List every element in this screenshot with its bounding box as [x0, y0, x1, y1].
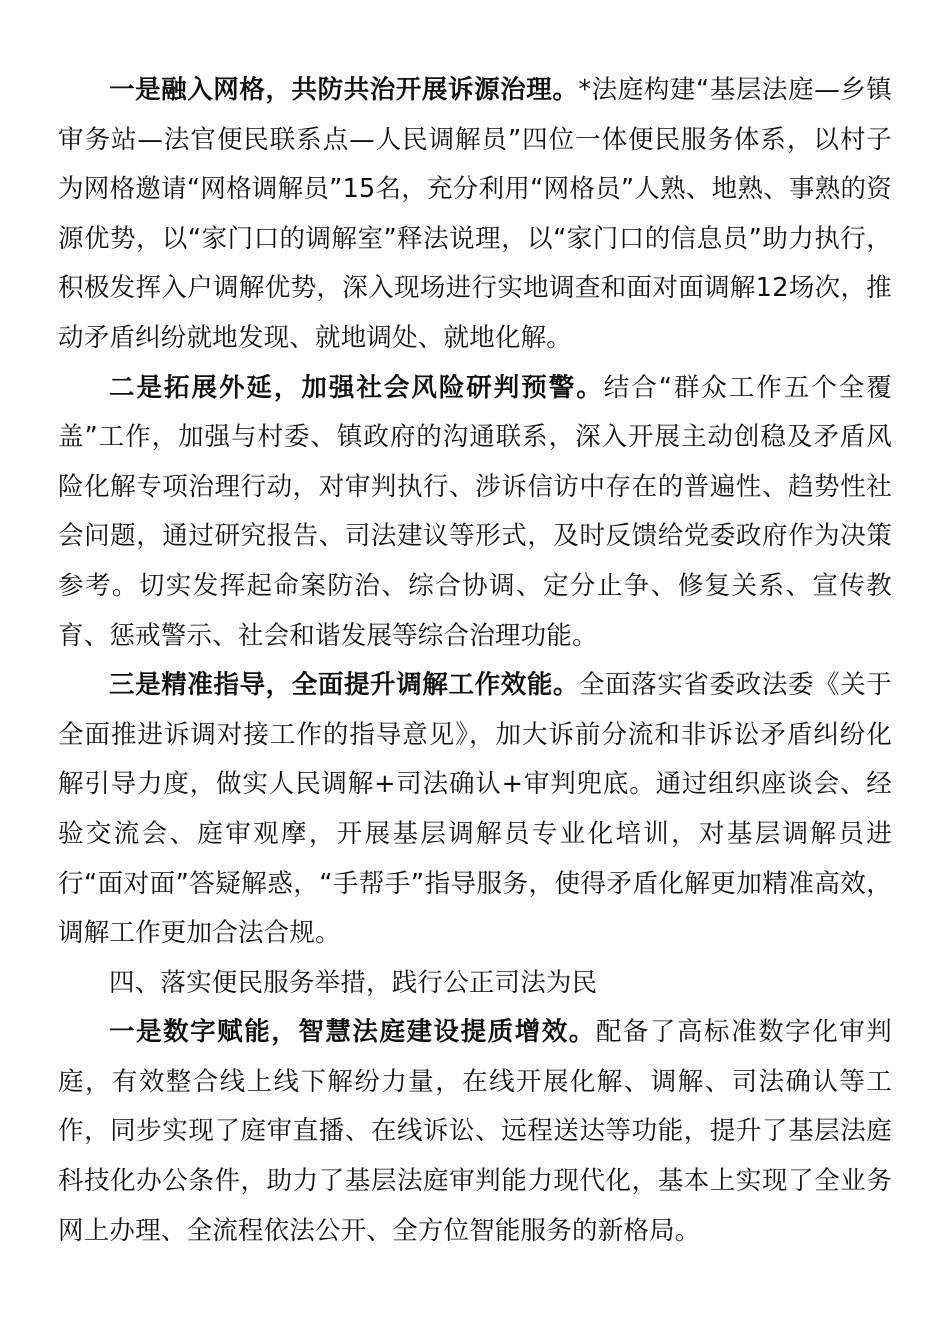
- paragraph-2-body: 结合“群众工作五个全覆盖”工作，加强与村委、镇政府的沟通联系，深入开展主动创稳及矛盾风险化解专项治理行动，对审判执行、涉诉信访中存在的普遍性、趋势性社会问题，通过研究报告、司法建议等形式，及时反馈给党委政府作为决策参考。切实发挥起命案防治、综合协调、定分止争、修复关系、宣传教育、惩戒警示、社会和谐发展等综合治理功能。: [58, 372, 892, 651]
- paragraph-3-lead: 三是精准指导，全面提升调解工作效能。: [109, 670, 580, 701]
- paragraph-2: [58, 364, 892, 662]
- paragraph-1-lead: 一是融入网格，共防共治开展诉源治理。: [109, 75, 579, 105]
- document-page: [58, 66, 892, 1256]
- paragraph-4-body: 配备了高标准数字化审判庭，有效整合线上线下解纷力量，在线开展化解、调解、司法确认等工作，同步实现了庭审直播、在线诉讼、远程送达等功能，提升了基层法庭科技化办公条件，助力了基层法庭审判能力现代化，基本上实现了全业务网上办理、全流程依法公开、全方位智能服务的新格局。: [58, 1017, 893, 1246]
- paragraph-3: [58, 661, 892, 959]
- paragraph-1-body: *法庭构建“基层法庭—乡镇审务站—法官便民联系点—人民调解员”四位一体便民服务体系，以村子为网格邀请“网格调解员”15名，充分利用“网格员”人熟、地熟、事熟的资源优势，以“家门口的调解室”释法说理，以“家门口的信息员”助力执行，积极发挥入户调解优势，深入现场进行实地调查和面对面调解12场次，推动矛盾纠纷就地发现、就地调处、就地化解。: [58, 75, 892, 353]
- section-heading: 四、落实便民服务举措，践行公正司法为民: [109, 967, 598, 998]
- paragraph-4-lead: 一是数字赋能，智慧法庭建设提质增效。: [109, 1017, 596, 1048]
- paragraph-3-body: 全面落实省委政法委《关于全面推进诉调对接工作的指导意见》，加大诉前分流和非诉讼矛盾纠纷化解引导力度，做实人民调解+司法确认+审判兜底。通过组织座谈会、经验交流会、庭审观摩，开展基层调解员专业化培训，对基层调解员进行“面对面”答疑解惑，“手帮手”指导服务，使得矛盾化解更加精准高效，调解工作更加合法合规。: [58, 670, 892, 949]
- paragraph-1: [58, 66, 892, 364]
- paragraph-4: [58, 1008, 892, 1256]
- paragraph-2-lead: 二是拓展外延，加强社会风险研判预警。: [109, 372, 604, 403]
